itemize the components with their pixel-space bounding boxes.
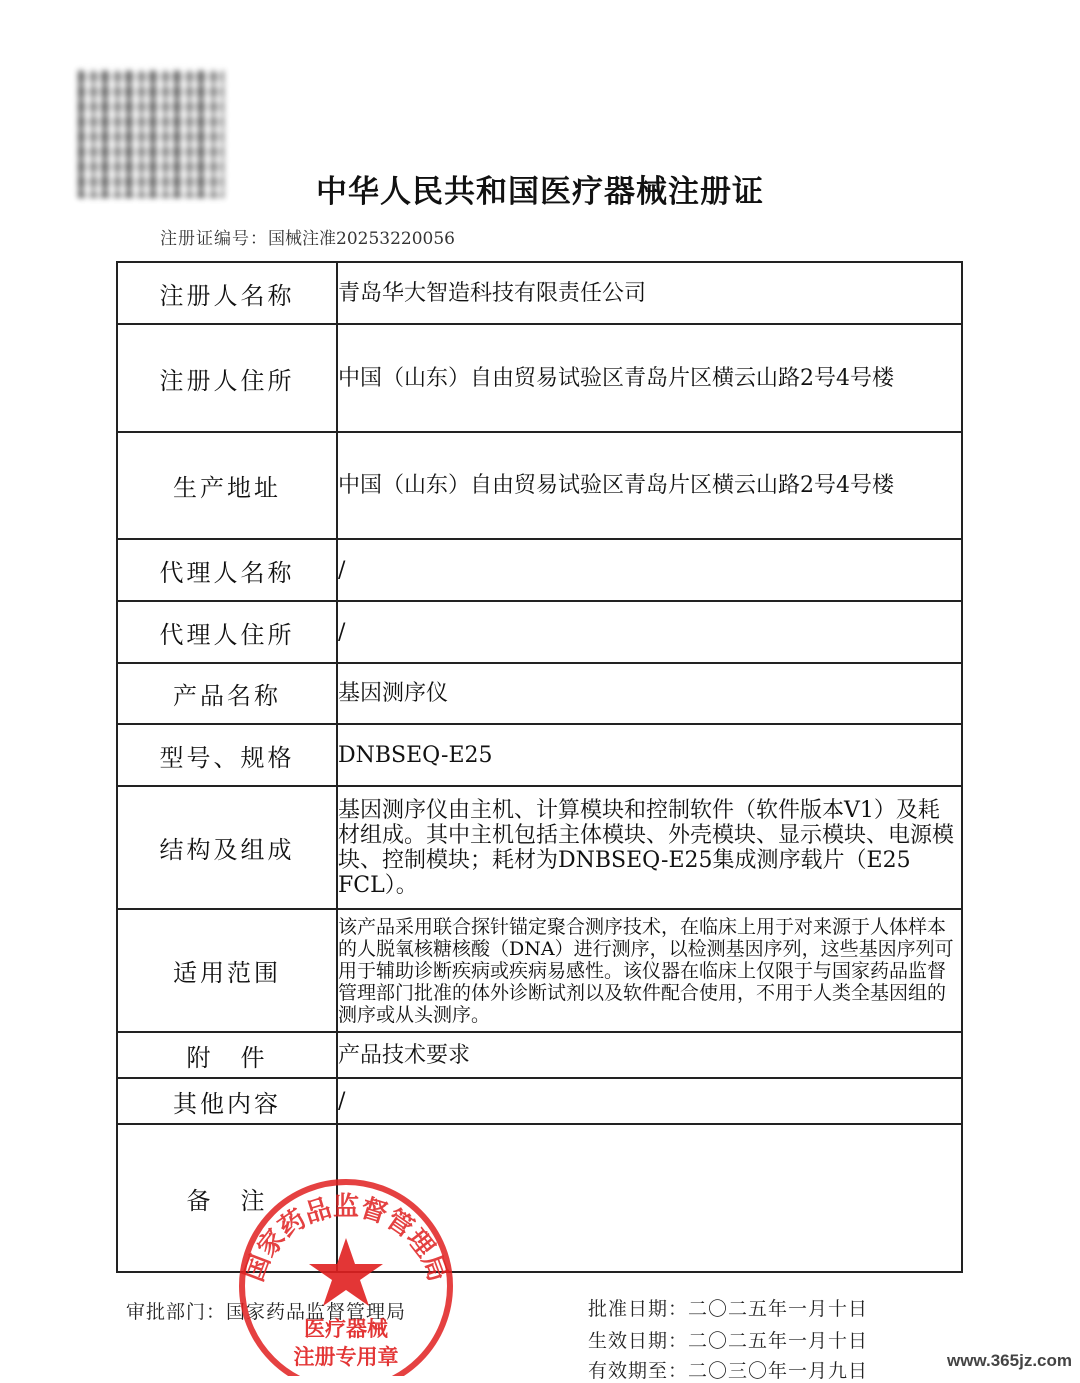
table-row <box>117 1032 962 1078</box>
row-label: 代理人名称 <box>117 539 337 601</box>
stamp-top-text: 国家药品监督管理局 <box>239 1192 453 1286</box>
table-row <box>117 724 962 786</box>
table-row <box>117 909 962 1032</box>
row-label: 结构及组成 <box>117 786 337 909</box>
table-row <box>117 786 962 909</box>
approval-date-value: 二〇二五年一月十日 <box>688 1298 869 1320</box>
row-label: 产品名称 <box>117 663 337 724</box>
effective-date <box>588 1326 868 1353</box>
approval-date <box>588 1294 868 1321</box>
approval-date-label: 批准日期： <box>588 1298 689 1320</box>
table-row <box>117 262 962 324</box>
table-row <box>117 1078 962 1124</box>
row-label: 生产地址 <box>117 432 337 539</box>
row-label: 附 件 <box>117 1032 337 1078</box>
row-label: 其他内容 <box>117 1078 337 1124</box>
row-value: 基因测序仪 <box>337 663 962 724</box>
row-value: / <box>337 601 962 663</box>
row-label: 注册人住所 <box>117 324 337 432</box>
row-value: 产品技术要求 <box>337 1032 962 1078</box>
table-row <box>117 324 962 432</box>
row-value: 基因测序仪由主机、计算模块和控制软件（软件版本V1）及耗材组成。其中主机包括主体模块、外壳模块、显示模块、电源模块、控制模块；耗材为DNBSEQ-E25集成测序载片（E25 FCL）。 <box>337 786 962 909</box>
certificate-table <box>116 261 963 1273</box>
approval-department-value: 国家药品监督管理局 <box>226 1301 407 1323</box>
row-value: 中国（山东）自由贸易试验区青岛片区横云山路2号4号楼 <box>337 432 962 539</box>
row-label: 备 注 <box>117 1124 337 1272</box>
stamp-line1: 医疗器械 <box>304 1317 388 1341</box>
row-label: 注册人名称 <box>117 262 337 324</box>
expiry-date-label: 有效期至： <box>588 1360 689 1382</box>
table-row <box>117 432 962 539</box>
effective-date-label: 生效日期： <box>588 1330 689 1352</box>
table-row <box>117 601 962 663</box>
approval-department-label: 审批部门： <box>126 1301 227 1323</box>
table-row <box>117 539 962 601</box>
certificate-title: 中华人民共和国医疗器械注册证 <box>316 174 764 210</box>
expiry-date-value: 二〇三〇年一月九日 <box>688 1360 869 1382</box>
registration-number <box>160 224 455 249</box>
table-row <box>117 663 962 724</box>
registration-number-value: 国械注准20253220056 <box>268 229 455 249</box>
row-value: 青岛华大智造科技有限责任公司 <box>337 262 962 324</box>
effective-date-value: 二〇二五年一月十日 <box>688 1330 869 1352</box>
row-label: 适用范围 <box>117 909 337 1032</box>
row-value: DNBSEQ-E25 <box>337 724 962 786</box>
row-value: 该产品采用联合探针锚定聚合测序技术，在临床上用于对来源于人体样本的人脱氧核糖核酸（DNA）进行测序，以检测基因序列，这些基因序列可用于辅助诊断疾病或疾病易感性。该仪器在临床上仅限于与国家药品监督管理部门批准的体外诊断试剂以及软件配合使用，不用于人类全基因组的测序或从头测序。 <box>337 909 962 1032</box>
official-seal-stamp <box>233 1176 459 1376</box>
stamp-line2: 注册专用章 <box>293 1345 399 1369</box>
registration-number-label: 注册证编号： <box>160 229 268 249</box>
row-label: 型号、规格 <box>117 724 337 786</box>
site-watermark: www.365jz.com <box>946 1351 1072 1370</box>
row-value: / <box>337 1078 962 1124</box>
row-label: 代理人住所 <box>117 601 337 663</box>
row-value: / <box>337 539 962 601</box>
row-value: 中国（山东）自由贸易试验区青岛片区横云山路2号4号楼 <box>337 324 962 432</box>
